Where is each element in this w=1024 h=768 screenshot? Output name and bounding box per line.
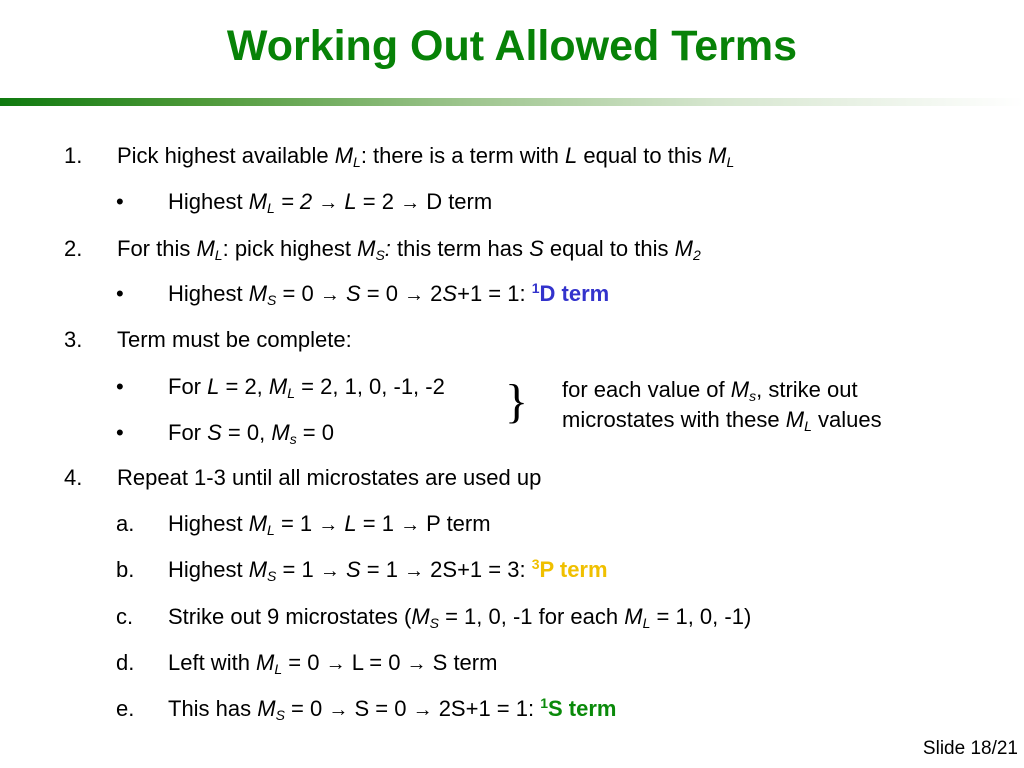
item-3-bullet-b-text: For S = 0, $M_s = 0$ bbox=[168, 420, 334, 447]
item-2-number: 2. bbox=[64, 236, 83, 261]
item-2-bullet-text: Highest $M_S = 0 \to S = 0 \to 2S+1 = 1$: $^1$D term bbox=[168, 280, 610, 308]
item-4d-text: Left with $M_L = 0 \to L = 0 \to S$ term bbox=[168, 650, 498, 677]
bullet-3b: • bbox=[116, 420, 124, 445]
item-4-text: Repeat 1-3 until all microstates are used up bbox=[117, 465, 542, 490]
item-4c-text: Strike out 9 microstates ($M_S = 1$, 0, -1 for each $M_L = 1$, 0, -1) bbox=[168, 604, 752, 631]
item-4c-letter: c. bbox=[116, 604, 134, 629]
grouping-brace: } bbox=[505, 375, 529, 428]
item-4e-text: This has $M_S = 0 \to S = 0 \to 2S+1 = 1$: $^1$S term bbox=[168, 695, 617, 723]
slide-title: Working Out Allowed Terms bbox=[226, 22, 798, 70]
arrow-right-icon: → bbox=[328, 699, 349, 721]
note-line-2: microstates with these $M_L$ values bbox=[562, 407, 882, 434]
item-4b-letter: b. bbox=[116, 557, 135, 582]
item-2-text: For this $M_L$: pick highest $M_S$: this term has S equal to this $M_2$ bbox=[117, 236, 701, 263]
arrow-right-icon: → bbox=[400, 514, 421, 536]
item-4d-letter: d. bbox=[116, 650, 135, 675]
arrow-right-icon: → bbox=[325, 653, 346, 675]
arrow-right-icon: → bbox=[318, 514, 339, 536]
item-4e-letter: e. bbox=[116, 696, 135, 721]
item-1-text: Pick highest available $M_L$: there is a term with L equal to this $M_L$ bbox=[117, 143, 735, 170]
singlet-d-term: D term bbox=[539, 281, 610, 306]
arrow-right-icon: → bbox=[319, 284, 340, 306]
bullet-2: • bbox=[116, 281, 124, 306]
item-1-bullet-text: Highest $M_L = 2 \to L = 2 \to D$ term bbox=[168, 189, 493, 216]
item-3-number: 3. bbox=[64, 327, 83, 352]
item-3-text: Term must be complete: bbox=[117, 327, 352, 352]
singlet-s-term: S term bbox=[548, 696, 617, 721]
arrow-right-icon: → bbox=[412, 699, 433, 721]
item-4a-text: Highest $M_L = 1 \to L = 1 \to P$ term bbox=[168, 511, 491, 538]
triplet-p-term: P term bbox=[539, 557, 608, 582]
arrow-right-icon: → bbox=[318, 192, 339, 214]
title-underline-bar bbox=[0, 98, 1024, 106]
item-4-number: 4. bbox=[64, 465, 83, 490]
bullet-3a: • bbox=[116, 374, 124, 399]
item-3-bullet-a-text: For L = 2, $M_L = 2$, 1, 0, -1, -2 bbox=[168, 374, 445, 401]
item-4a-letter: a. bbox=[116, 511, 135, 536]
slide-number: Slide 18/21 bbox=[922, 738, 1018, 759]
arrow-right-icon: → bbox=[406, 653, 427, 675]
arrow-right-icon: → bbox=[404, 560, 425, 582]
arrow-right-icon: → bbox=[319, 560, 340, 582]
note-line-1: for each value of $M_s$, strike out bbox=[562, 377, 858, 404]
bullet-1: • bbox=[116, 189, 124, 214]
arrow-right-icon: → bbox=[400, 192, 421, 214]
arrow-right-icon: → bbox=[404, 284, 425, 306]
item-1-number: 1. bbox=[64, 143, 83, 168]
item-4b-text: Highest $M_S = 1 \to S = 1 \to 2S+1 = 3$: $^3$P term bbox=[168, 556, 608, 584]
